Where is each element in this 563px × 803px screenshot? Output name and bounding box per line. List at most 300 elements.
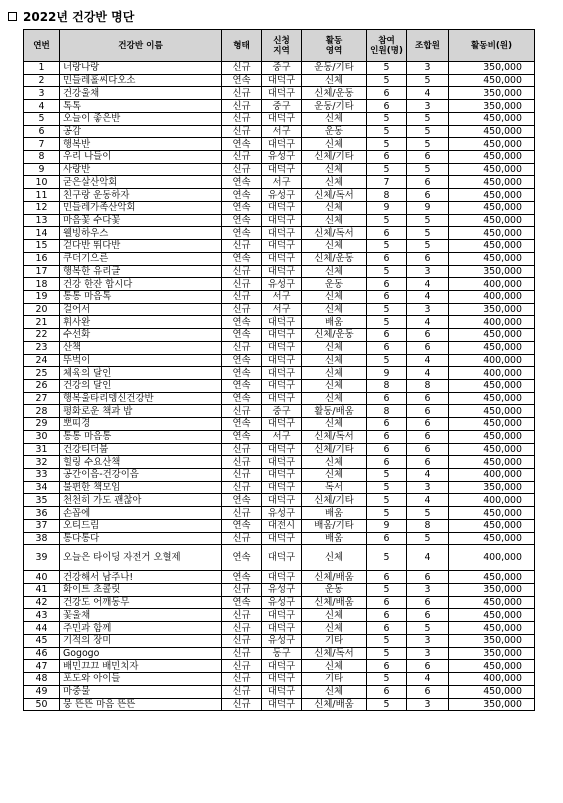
cell-cost: 450,000 (449, 405, 535, 418)
cell-participants: 5 (367, 647, 407, 660)
cell-type: 신규 (222, 87, 262, 100)
cell-number: 27 (24, 392, 60, 405)
cell-number: 39 (24, 545, 60, 571)
cell-group-name: 수선화 (60, 329, 222, 342)
cell-activity-area: 독서 (302, 481, 367, 494)
cell-participants: 5 (367, 303, 407, 316)
cell-members: 6 (407, 456, 449, 469)
cell-region: 대전시 (262, 519, 302, 532)
cell-cost: 350,000 (449, 584, 535, 597)
cell-region: 유성구 (262, 634, 302, 647)
cell-group-name: 건강해서 남주나! (60, 571, 222, 584)
cell-activity-area: 기타 (302, 673, 367, 686)
cell-type: 신규 (222, 634, 262, 647)
cell-activity-area: 신체 (302, 303, 367, 316)
cell-number: 4 (24, 100, 60, 113)
cell-participants: 7 (367, 176, 407, 189)
cell-type: 연속 (222, 596, 262, 609)
cell-type: 연속 (222, 74, 262, 87)
cell-cost: 450,000 (449, 418, 535, 431)
cell-group-name: 걷다반 뛰다반 (60, 240, 222, 253)
cell-activity-area: 운동 (302, 125, 367, 138)
cell-region: 중구 (262, 100, 302, 113)
cell-region: 대덕구 (262, 622, 302, 635)
cell-type: 신규 (222, 698, 262, 711)
cell-participants: 6 (367, 571, 407, 584)
cell-members: 3 (407, 62, 449, 75)
cell-type: 연속 (222, 227, 262, 240)
cell-cost: 400,000 (449, 494, 535, 507)
table-row (24, 201, 535, 214)
cell-group-name: 공감 (60, 125, 222, 138)
cell-number: 32 (24, 456, 60, 469)
cell-group-name: 통통 마음통 (60, 430, 222, 443)
cell-activity-area: 신체 (302, 354, 367, 367)
cell-region: 대덕구 (262, 227, 302, 240)
cell-group-name: 쿠더기으른 (60, 252, 222, 265)
cell-group-name: 주민과 함께 (60, 622, 222, 635)
cell-members: 5 (407, 240, 449, 253)
cell-type: 신규 (222, 685, 262, 698)
cell-type: 연속 (222, 519, 262, 532)
cell-activity-area: 활동/배움 (302, 405, 367, 418)
table-row (24, 189, 535, 202)
header-region: 신청 지역 (262, 30, 302, 62)
cell-group-name: 체육의 달인 (60, 367, 222, 380)
cell-type: 신규 (222, 507, 262, 520)
cell-members: 4 (407, 290, 449, 303)
cell-number: 1 (24, 62, 60, 75)
cell-region: 유성구 (262, 507, 302, 520)
cell-region: 대덕구 (262, 379, 302, 392)
cell-region: 대덕구 (262, 660, 302, 673)
cell-participants: 8 (367, 379, 407, 392)
cell-region: 대덕구 (262, 316, 302, 329)
cell-region: 대덕구 (262, 469, 302, 482)
table-row (24, 354, 535, 367)
cell-number: 28 (24, 405, 60, 418)
cell-number: 34 (24, 481, 60, 494)
table-row (24, 494, 535, 507)
cell-cost: 450,000 (449, 189, 535, 202)
cell-type: 연속 (222, 418, 262, 431)
cell-type: 연속 (222, 379, 262, 392)
cell-members: 6 (407, 660, 449, 673)
cell-members: 5 (407, 227, 449, 240)
cell-region: 대덕구 (262, 418, 302, 431)
cell-type: 연속 (222, 494, 262, 507)
cell-members: 3 (407, 481, 449, 494)
cell-number: 35 (24, 494, 60, 507)
cell-type: 신규 (222, 290, 262, 303)
table-row (24, 87, 535, 100)
cell-participants: 5 (367, 481, 407, 494)
cell-members: 3 (407, 584, 449, 597)
table-row (24, 519, 535, 532)
cell-members: 3 (407, 265, 449, 278)
cell-number: 21 (24, 316, 60, 329)
cell-cost: 450,000 (449, 443, 535, 456)
cell-type: 연속 (222, 176, 262, 189)
cell-cost: 350,000 (449, 647, 535, 660)
cell-members: 5 (407, 507, 449, 520)
cell-participants: 6 (367, 596, 407, 609)
table-header-row (24, 30, 535, 62)
document-title (8, 7, 134, 25)
cell-cost: 450,000 (449, 519, 535, 532)
cell-participants: 5 (367, 354, 407, 367)
cell-activity-area: 운동 (302, 278, 367, 291)
cell-members: 6 (407, 405, 449, 418)
cell-activity-area: 신체/기타 (302, 494, 367, 507)
cell-participants: 6 (367, 622, 407, 635)
cell-type: 연속 (222, 545, 262, 571)
table-row (24, 456, 535, 469)
cell-participants: 5 (367, 634, 407, 647)
cell-region: 대덕구 (262, 481, 302, 494)
header-type: 형태 (222, 30, 262, 62)
cell-number: 24 (24, 354, 60, 367)
cell-region: 대덕구 (262, 367, 302, 380)
cell-group-name: 산책 (60, 341, 222, 354)
cell-region: 대덕구 (262, 456, 302, 469)
cell-members: 6 (407, 341, 449, 354)
table-row (24, 596, 535, 609)
cell-number: 42 (24, 596, 60, 609)
cell-type: 연속 (222, 316, 262, 329)
cell-cost: 450,000 (449, 252, 535, 265)
cell-region: 대덕구 (262, 252, 302, 265)
cell-activity-area: 신체/운동 (302, 252, 367, 265)
table-row (24, 240, 535, 253)
cell-group-name: Gogogo (60, 647, 222, 660)
cell-number: 19 (24, 290, 60, 303)
cell-type: 연속 (222, 354, 262, 367)
cell-region: 중구 (262, 62, 302, 75)
table-row (24, 367, 535, 380)
cell-type: 연속 (222, 367, 262, 380)
cell-cost: 350,000 (449, 100, 535, 113)
cell-cost: 450,000 (449, 138, 535, 151)
cell-number: 44 (24, 622, 60, 635)
cell-group-name: 행복울타리뎅신건강반 (60, 392, 222, 405)
cell-cost: 450,000 (449, 532, 535, 545)
cell-type: 신규 (222, 163, 262, 176)
cell-participants: 6 (367, 660, 407, 673)
cell-participants: 6 (367, 100, 407, 113)
cell-cost: 350,000 (449, 87, 535, 100)
cell-activity-area: 신체/독서 (302, 227, 367, 240)
cell-number: 31 (24, 443, 60, 456)
cell-participants: 5 (367, 469, 407, 482)
cell-region: 유성구 (262, 584, 302, 597)
cell-participants: 9 (367, 201, 407, 214)
cell-number: 36 (24, 507, 60, 520)
cell-members: 6 (407, 571, 449, 584)
cell-activity-area: 신체 (302, 112, 367, 125)
cell-activity-area: 신체 (302, 469, 367, 482)
cell-type: 신규 (222, 303, 262, 316)
cell-number: 30 (24, 430, 60, 443)
cell-activity-area: 신체 (302, 341, 367, 354)
table-row (24, 571, 535, 584)
cell-cost: 450,000 (449, 227, 535, 240)
cell-region: 서구 (262, 176, 302, 189)
table-row (24, 176, 535, 189)
table-row (24, 698, 535, 711)
cell-cost: 350,000 (449, 481, 535, 494)
cell-participants: 8 (367, 189, 407, 202)
cell-region: 대덕구 (262, 571, 302, 584)
cell-region: 대덕구 (262, 74, 302, 87)
cell-group-name: 통다통다 (60, 532, 222, 545)
cell-activity-area: 신체 (302, 367, 367, 380)
cell-number: 5 (24, 112, 60, 125)
table-row (24, 545, 535, 571)
cell-group-name: 웰빙하우스 (60, 227, 222, 240)
cell-number: 26 (24, 379, 60, 392)
cell-members: 8 (407, 519, 449, 532)
cell-members: 6 (407, 176, 449, 189)
cell-type: 신규 (222, 660, 262, 673)
cell-members: 4 (407, 354, 449, 367)
cell-activity-area: 신체/배움 (302, 571, 367, 584)
cell-region: 서구 (262, 303, 302, 316)
cell-members: 4 (407, 316, 449, 329)
cell-type: 신규 (222, 405, 262, 418)
table-row (24, 660, 535, 673)
cell-type: 신규 (222, 125, 262, 138)
cell-region: 대덕구 (262, 201, 302, 214)
cell-group-name: 우리 나들이 (60, 151, 222, 164)
cell-participants: 6 (367, 151, 407, 164)
cell-participants: 6 (367, 227, 407, 240)
table-row (24, 151, 535, 164)
cell-number: 25 (24, 367, 60, 380)
cell-participants: 6 (367, 443, 407, 456)
cell-members: 5 (407, 125, 449, 138)
cell-group-name: 민들레가족산악회 (60, 201, 222, 214)
header-group-name: 건강반 이름 (60, 30, 222, 62)
cell-region: 대덕구 (262, 341, 302, 354)
cell-group-name: 친구랑 운동하자 (60, 189, 222, 202)
cell-region: 대덕구 (262, 532, 302, 545)
cell-participants: 6 (367, 685, 407, 698)
cell-number: 37 (24, 519, 60, 532)
cell-members: 4 (407, 545, 449, 571)
cell-activity-area: 신체 (302, 456, 367, 469)
cell-number: 22 (24, 329, 60, 342)
cell-group-name: 힐링 수요산책 (60, 456, 222, 469)
cell-cost: 450,000 (449, 456, 535, 469)
cell-cost: 450,000 (449, 622, 535, 635)
cell-participants: 5 (367, 673, 407, 686)
cell-group-name: 건강울채 (60, 87, 222, 100)
cell-group-name: 마음꽃 수다꽃 (60, 214, 222, 227)
cell-number: 18 (24, 278, 60, 291)
table-row (24, 685, 535, 698)
cell-region: 대덕구 (262, 214, 302, 227)
cell-members: 4 (407, 469, 449, 482)
cell-participants: 5 (367, 507, 407, 520)
cell-participants: 9 (367, 519, 407, 532)
cell-type: 연속 (222, 430, 262, 443)
cell-participants: 5 (367, 265, 407, 278)
table-row (24, 125, 535, 138)
cell-number: 17 (24, 265, 60, 278)
cell-region: 대덕구 (262, 609, 302, 622)
cell-activity-area: 신체/기타 (302, 443, 367, 456)
cell-activity-area: 신체 (302, 265, 367, 278)
cell-type: 연속 (222, 571, 262, 584)
cell-cost: 450,000 (449, 151, 535, 164)
cell-region: 동구 (262, 647, 302, 660)
table-row (24, 379, 535, 392)
cell-cost: 450,000 (449, 609, 535, 622)
cell-participants: 6 (367, 609, 407, 622)
cell-group-name: 뽀띠경 (60, 418, 222, 431)
cell-activity-area: 신체 (302, 685, 367, 698)
cell-group-name: 통통 마음톡 (60, 290, 222, 303)
cell-members: 3 (407, 303, 449, 316)
cell-cost: 450,000 (449, 74, 535, 87)
cell-members: 5 (407, 532, 449, 545)
cell-group-name: 기적의 장미 (60, 634, 222, 647)
cell-cost: 450,000 (449, 341, 535, 354)
table-row (24, 278, 535, 291)
cell-activity-area: 신체/운동 (302, 329, 367, 342)
cell-participants: 5 (367, 125, 407, 138)
cell-members: 5 (407, 112, 449, 125)
cell-activity-area: 운동 (302, 584, 367, 597)
cell-members: 3 (407, 647, 449, 660)
cell-participants: 6 (367, 418, 407, 431)
cell-region: 대덕구 (262, 685, 302, 698)
cell-number: 2 (24, 74, 60, 87)
cell-number: 46 (24, 647, 60, 660)
table-row (24, 532, 535, 545)
cell-type: 신규 (222, 456, 262, 469)
cell-activity-area: 신체/독서 (302, 189, 367, 202)
cell-region: 대덕구 (262, 138, 302, 151)
cell-region: 대덕구 (262, 392, 302, 405)
table-row (24, 418, 535, 431)
cell-participants: 6 (367, 456, 407, 469)
cell-activity-area: 신체/운동 (302, 87, 367, 100)
cell-cost: 450,000 (449, 507, 535, 520)
cell-activity-area: 신체 (302, 290, 367, 303)
cell-members: 6 (407, 418, 449, 431)
cell-activity-area: 신체 (302, 609, 367, 622)
cell-group-name: 뭉 뜬뜬 마음 뜬뜬 (60, 698, 222, 711)
cell-members: 4 (407, 494, 449, 507)
cell-members: 8 (407, 379, 449, 392)
table-row (24, 329, 535, 342)
cell-region: 대덕구 (262, 698, 302, 711)
cell-region: 중구 (262, 405, 302, 418)
cell-type: 신규 (222, 584, 262, 597)
cell-members: 5 (407, 622, 449, 635)
cell-activity-area: 배움 (302, 532, 367, 545)
cell-cost: 450,000 (449, 112, 535, 125)
table-row (24, 163, 535, 176)
cell-cost: 350,000 (449, 303, 535, 316)
cell-group-name: 오늘은 타이딩 자전거 오혈제 (60, 545, 222, 571)
table-row (24, 214, 535, 227)
cell-participants: 5 (367, 545, 407, 571)
cell-participants: 6 (367, 87, 407, 100)
cell-members: 5 (407, 74, 449, 87)
cell-group-name: 뚜벅이 (60, 354, 222, 367)
cell-type: 신규 (222, 673, 262, 686)
cell-group-name: 평화로운 책과 밥 (60, 405, 222, 418)
cell-activity-area: 신체 (302, 214, 367, 227)
cell-region: 유성구 (262, 189, 302, 202)
cell-participants: 5 (367, 214, 407, 227)
table-row (24, 507, 535, 520)
cell-cost: 450,000 (449, 329, 535, 342)
cell-number: 38 (24, 532, 60, 545)
cell-members: 6 (407, 151, 449, 164)
cell-activity-area: 신체 (302, 379, 367, 392)
cell-activity-area: 배움/기타 (302, 519, 367, 532)
cell-members: 3 (407, 634, 449, 647)
cell-number: 15 (24, 240, 60, 253)
cell-type: 신규 (222, 609, 262, 622)
table-row (24, 62, 535, 75)
cell-group-name: 공간이음-건강이음 (60, 469, 222, 482)
table-row (24, 341, 535, 354)
cell-region: 대덕구 (262, 265, 302, 278)
cell-group-name: 포도와 아이들 (60, 673, 222, 686)
cell-group-name: 행복반 (60, 138, 222, 151)
table-row (24, 622, 535, 635)
cell-activity-area: 신체/배움 (302, 596, 367, 609)
cell-number: 40 (24, 571, 60, 584)
cell-cost: 450,000 (449, 125, 535, 138)
cell-activity-area: 기타 (302, 634, 367, 647)
cell-number: 41 (24, 584, 60, 597)
cell-group-name: 휘사완 (60, 316, 222, 329)
cell-participants: 6 (367, 430, 407, 443)
cell-region: 대덕구 (262, 112, 302, 125)
cell-members: 3 (407, 100, 449, 113)
cell-type: 신규 (222, 443, 262, 456)
table-row (24, 252, 535, 265)
cell-number: 47 (24, 660, 60, 673)
cell-members: 6 (407, 685, 449, 698)
cell-members: 4 (407, 673, 449, 686)
title-text: 2022년 건강반 명단 (23, 9, 135, 24)
cell-cost: 450,000 (449, 176, 535, 189)
cell-group-name: 민들레홀씨다오소 (60, 74, 222, 87)
table-row (24, 647, 535, 660)
cell-cost: 450,000 (449, 163, 535, 176)
cell-type: 신규 (222, 278, 262, 291)
cell-number: 13 (24, 214, 60, 227)
cell-region: 서구 (262, 430, 302, 443)
cell-number: 12 (24, 201, 60, 214)
cell-type: 신규 (222, 151, 262, 164)
table-row (24, 584, 535, 597)
cell-number: 16 (24, 252, 60, 265)
cell-group-name: 오티드림 (60, 519, 222, 532)
table-row (24, 673, 535, 686)
header-members: 조합원 (407, 30, 449, 62)
cell-region: 서구 (262, 290, 302, 303)
cell-participants: 5 (367, 62, 407, 75)
cell-activity-area: 운동/기타 (302, 100, 367, 113)
